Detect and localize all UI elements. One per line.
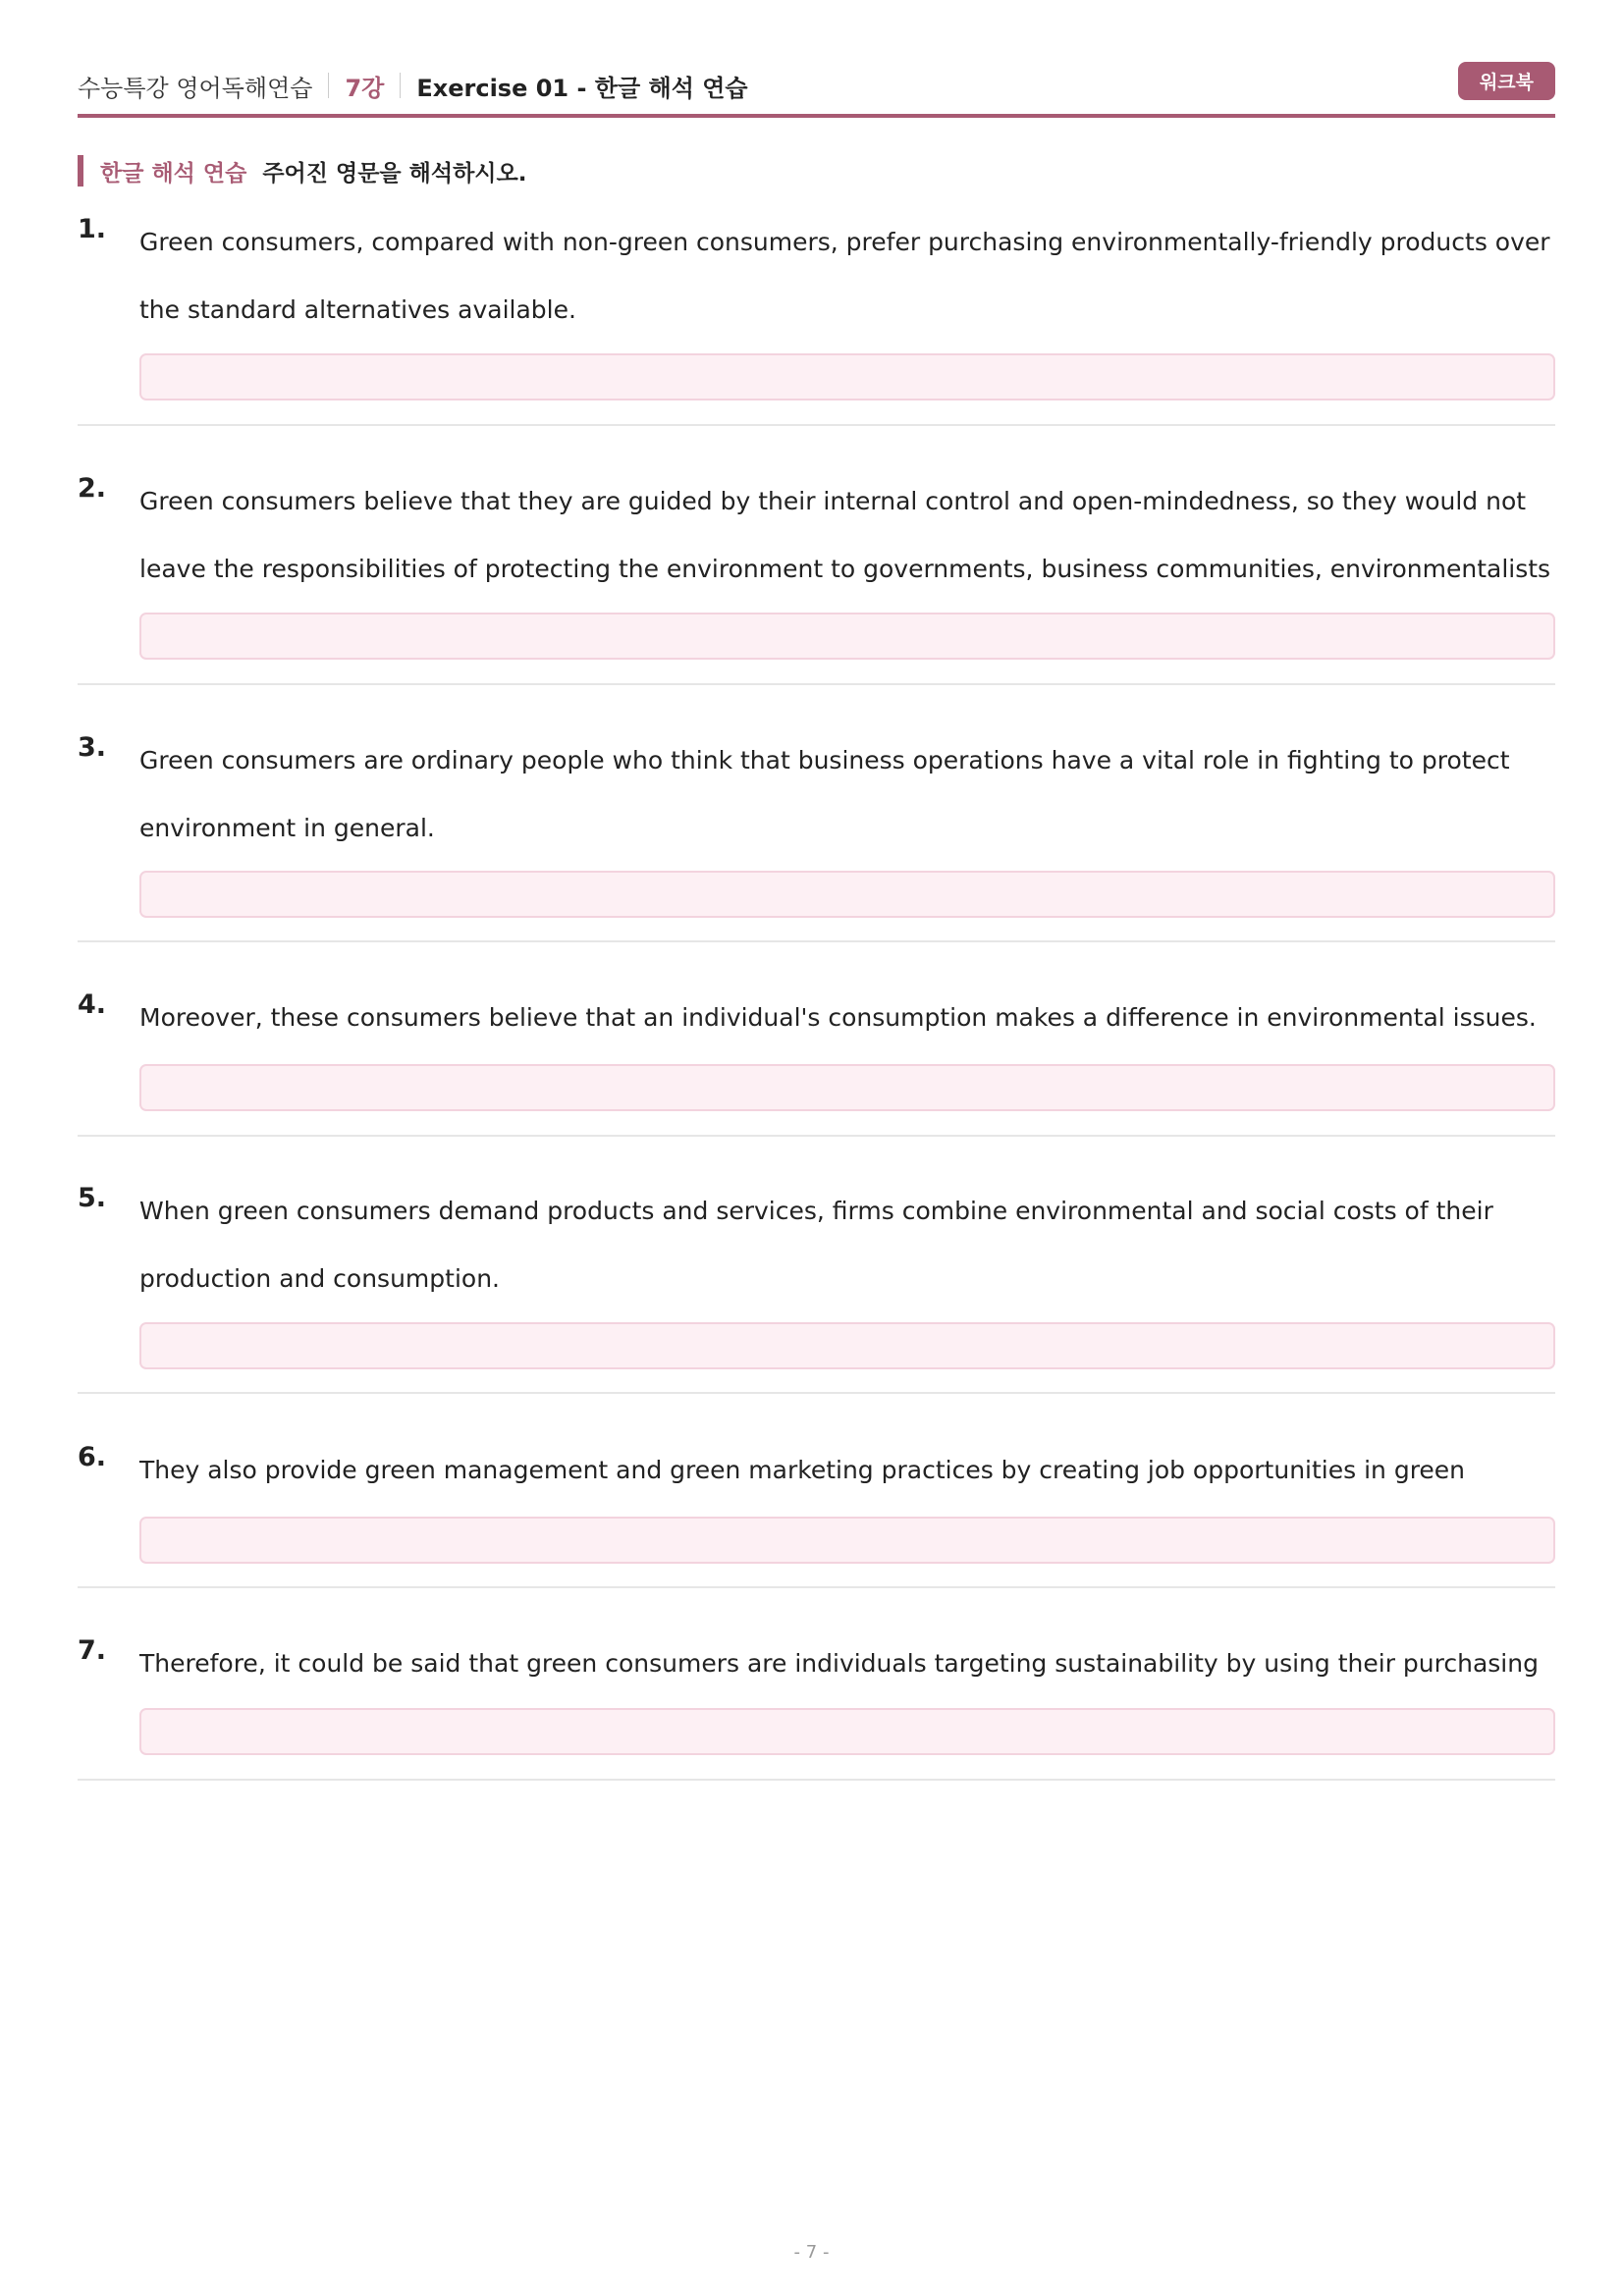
question-item-3 [78,726,1555,942]
header-divider [328,73,329,98]
question-text: When green consumers demand products and services, firms combine environmental and social costs of their production and consumption. [139,1197,1493,1293]
question-item-1 [78,208,1555,426]
page-number: - 7 - [793,2242,830,2263]
question-number: 1. [78,214,107,244]
question-item-4 [78,984,1555,1137]
section-heading [78,155,526,187]
question-item-2 [78,467,1555,685]
book-title: 수능특강 영어독해연습 [78,74,313,102]
question-number: 5. [78,1183,107,1213]
question-number: 6. [78,1442,107,1472]
question-item-7 [78,1629,1555,1781]
answer-field[interactable] [139,871,1555,918]
section-label: 한글 해석 연습 [100,160,247,187]
lesson-number: 7강 [345,74,385,102]
question-text: They also provide green management and green marketing practices by creating job opportunities in green [139,1456,1466,1484]
header-divider [400,73,401,98]
question-text: Green consumers are ordinary people who think that business operations have a vital role in fighting to protect environment in general. [139,746,1510,842]
question-text: Green consumers, compared with non-green consumers, prefer purchasing environmentally-friendly products over the standard alternatives available. [139,228,1550,324]
answer-field[interactable] [139,1064,1555,1111]
answer-field[interactable] [139,613,1555,660]
page-header [78,57,1555,118]
question-number: 2. [78,473,107,504]
answer-field[interactable] [139,1708,1555,1755]
question-text: Green consumers believe that they are guided by their internal control and open-mindedness, so they would not leave the responsibilities of protecting the environment to governments, business communities, environmentalists [139,487,1551,583]
question-text: Moreover, these consumers believe that an individual's consumption makes a difference in environmental issues. [139,1003,1537,1032]
question-number: 3. [78,732,107,763]
exercise-title: Exercise 01 - 한글 해석 연습 [416,74,748,102]
question-number: 7. [78,1635,107,1666]
question-number: 4. [78,989,107,1020]
question-item-5 [78,1177,1555,1394]
section-instruction: 주어진 영문을 해석하시오. [262,160,527,187]
answer-field[interactable] [139,353,1555,400]
question-item-6 [78,1436,1555,1588]
answer-field[interactable] [139,1322,1555,1369]
workbook-badge: 워크북 [1458,62,1555,100]
question-text: Therefore, it could be said that green consumers are individuals targeting sustainability by using their purchasing [139,1649,1539,1678]
answer-field[interactable] [139,1517,1555,1564]
